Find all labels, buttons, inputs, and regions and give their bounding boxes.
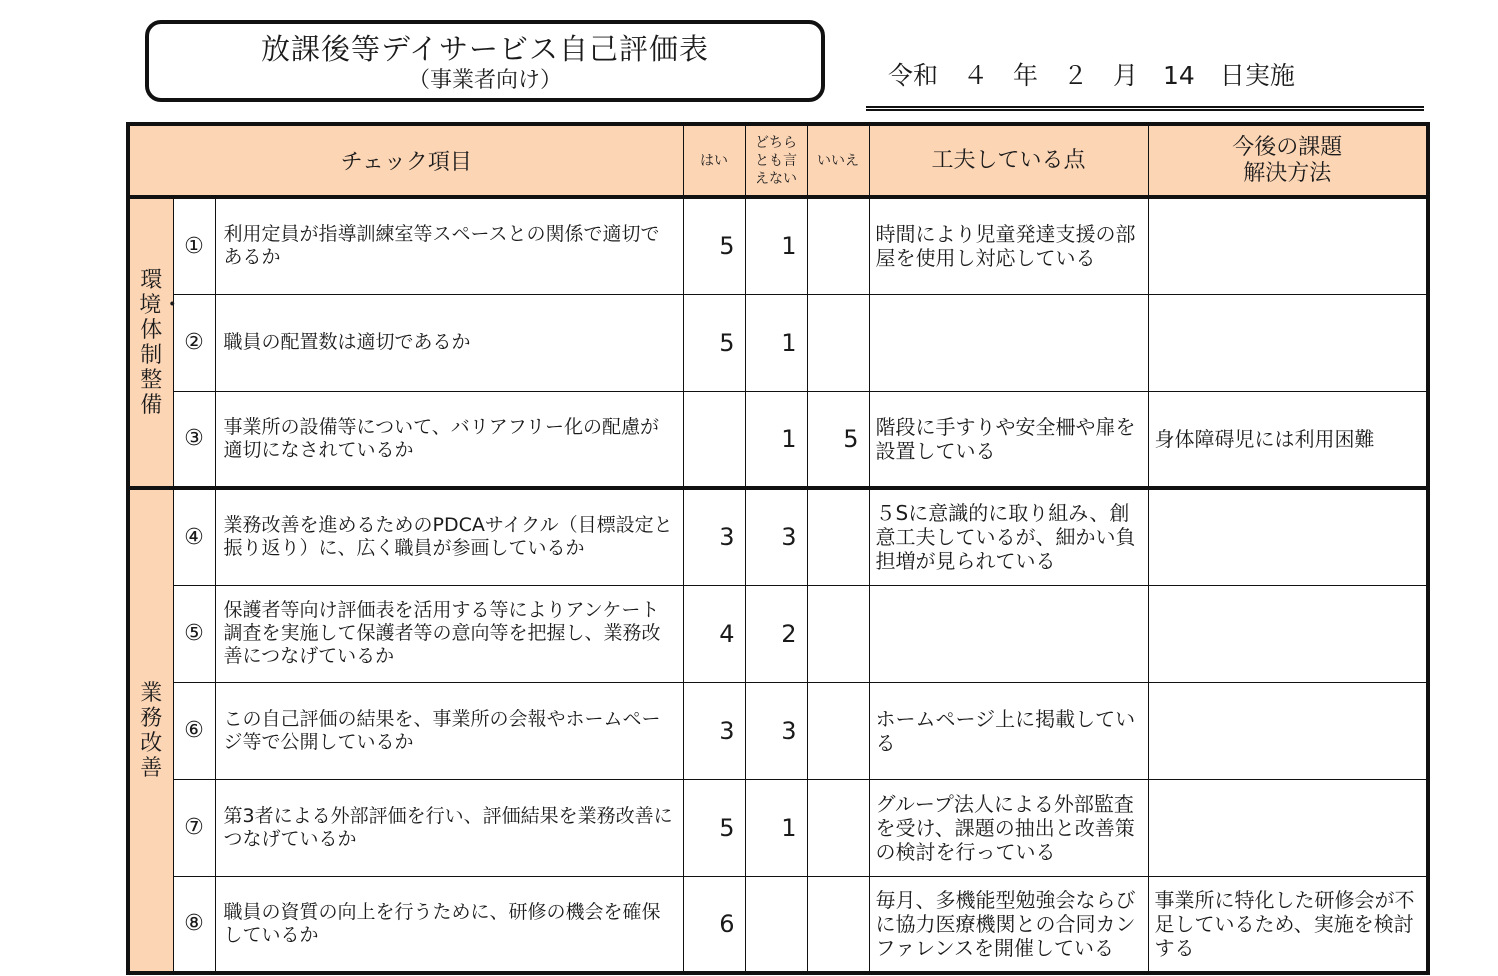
no-count [807,779,869,876]
neutral-count: 3 [745,488,807,585]
table-row [128,779,1428,876]
no-count [807,682,869,779]
item-text: 利用定員が指導訓練室等スペースとの関係で適切であるか [215,197,683,294]
future-text [1148,488,1428,585]
yes-count: 5 [683,197,745,294]
effort-text: ホームページ上に掲載している [869,682,1148,779]
yes-count: 3 [683,488,745,585]
header-neutral [745,124,807,197]
effort-text [869,585,1148,682]
item-text: この自己評価の結果を、事業所の会報やホームページ等で公開しているか [215,682,683,779]
no-count: 5 [807,391,869,488]
item-text: 保護者等向け評価表を活用する等によりアンケート調査を実施して保護者等の意向等を把握し、業務改善につなげているか [215,585,683,682]
no-count [807,294,869,391]
table-row [128,197,1428,294]
table-row [128,391,1428,488]
item-text: 職員の資質の向上を行うために、研修の機会を確保しているか [215,876,683,973]
category-business-improvement [128,488,173,973]
item-number: ⑤ [173,585,215,682]
future-text [1148,294,1428,391]
page-subtitle: （事業者向け） [407,68,562,93]
category-environment [128,197,184,488]
table-row [128,585,1428,682]
item-text: 事業所の設備等について、バリアフリー化の配慮が適切になされているか [215,391,683,488]
no-count [807,197,869,294]
table-row [128,876,1428,973]
evaluation-table [126,122,1430,975]
item-text: 職員の配置数は適切であるか [215,294,683,391]
header-yes: はい [683,124,745,197]
effort-text: グループ法人による外部監査を受け、課題の抽出と改善策の検討を行っている [869,779,1148,876]
page-title: 放課後等デイサービス自己評価表 [261,32,709,66]
neutral-count [745,876,807,973]
neutral-count: 1 [745,779,807,876]
effort-text: 階段に手すりや安全柵や扉を設置している [869,391,1148,488]
header-neutral-line: どちら [755,134,798,151]
future-text [1148,779,1428,876]
header-check-items: チェック項目 [128,124,683,197]
yes-count: 4 [683,585,745,682]
effort-text [869,294,1148,391]
header-future-line: 今後の課題 [1232,134,1343,160]
category-label: 環境・体制整備 [139,267,184,418]
header-no: いいえ [807,124,869,197]
item-text: 業務改善を進めるためのPDCAサイクル（目標設定と振り返り）に、広く職員が参画しているか [215,488,683,585]
yes-count: 3 [683,682,745,779]
effort-text: 毎月、多機能型勉強会ならびに協力医療機関との合同カンファレンスを開催している [869,876,1148,973]
yes-count: 5 [683,294,745,391]
header-effort: 工夫している点 [869,124,1148,197]
neutral-count: 2 [745,585,807,682]
item-number: ④ [173,488,215,585]
header-neutral-line: とも言 [755,152,798,169]
item-text: 第3者による外部評価を行い、評価結果を業務改善につなげているか [215,779,683,876]
item-number: ② [173,294,215,391]
implementation-date: 令和 ４ 年 ２ 月 14 日実施 [888,61,1295,90]
future-text [1148,585,1428,682]
title-box [145,20,825,102]
neutral-count: 1 [745,294,807,391]
item-number: ⑧ [173,876,215,973]
neutral-count: 1 [745,391,807,488]
item-number: ① [173,197,215,294]
no-count [807,488,869,585]
no-count [807,585,869,682]
category-label: 業務改善 [140,680,163,781]
future-text [1148,682,1428,779]
table-row [128,682,1428,779]
item-number: ⑥ [173,682,215,779]
future-text [1148,197,1428,294]
header-future [1148,124,1428,197]
date-underline [866,106,1424,111]
yes-count: 6 [683,876,745,973]
yes-count [683,391,745,488]
future-text: 事業所に特化した研修会が不足しているため、実施を検討する [1148,876,1428,973]
item-number: ⑦ [173,779,215,876]
neutral-count: 1 [745,197,807,294]
future-text: 身体障碍児には利用困難 [1148,391,1428,488]
item-number: ③ [173,391,215,488]
table-row [128,488,1428,585]
header-future-line: 解決方法 [1243,160,1332,186]
effort-text: ５Sに意識的に取り組み、創意工夫しているが、細かい負担増が見られている [869,488,1148,585]
effort-text: 時間により児童発達支援の部屋を使用し対応している [869,197,1148,294]
yes-count: 5 [683,779,745,876]
table-row [128,294,1428,391]
neutral-count: 3 [745,682,807,779]
header-neutral-line: えない [755,170,798,187]
no-count [807,876,869,973]
header-row [128,124,1428,197]
